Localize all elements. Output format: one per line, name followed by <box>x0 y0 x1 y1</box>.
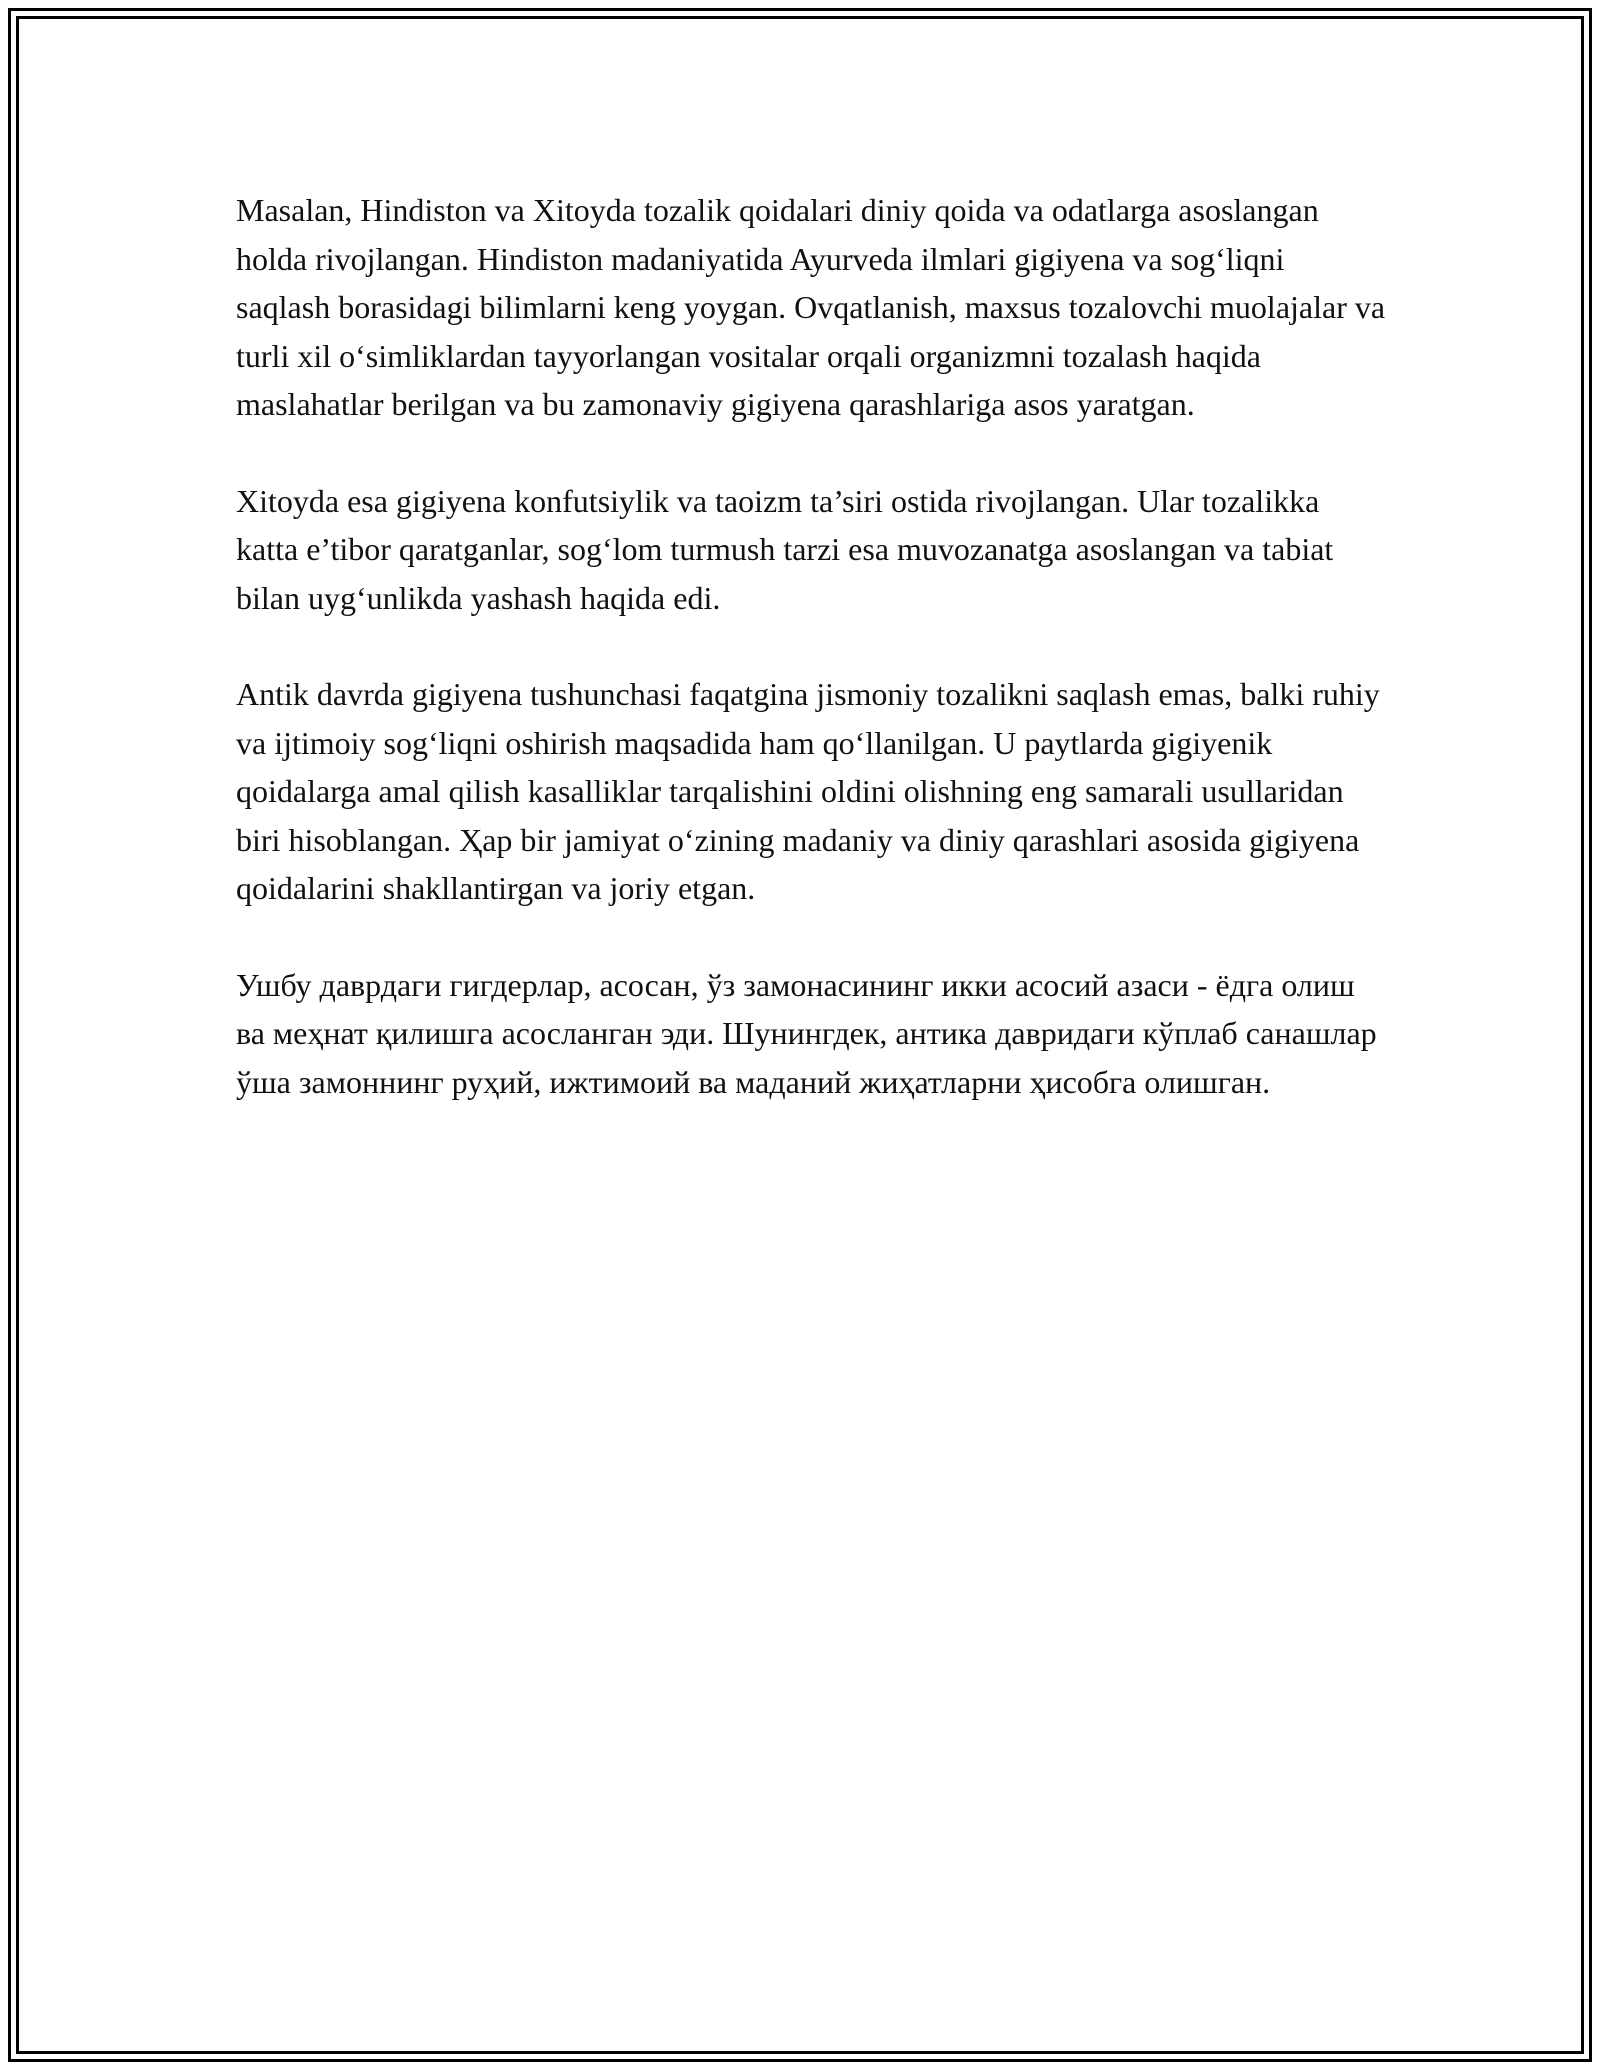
paragraph-3: Antik davrda gigiyena tushunchasi faqatgina jismoniy tozalikni saqlash emas, balki ruhiy va ijtimoiy sog‘liqni oshirish maqsadida ham qo‘llanilgan. U paytlarda gigiyenik qoidalarga amal qilish kasalliklar tarqalishini oldini olishning eng samarali usullaridan biri hisoblangan. Ҳap bir jamiyat o‘zining madaniy va diniy qarashlari asosida gigiyena qoidalarini shakllantirgan va joriy etgan. <box>236 676 1380 906</box>
document-body <box>236 186 1386 1154</box>
paragraph-4: Ушбу даврдаги гигдерлар, асосан, ўз замонасининг икки асосий азаси - ёдга олиш ва меҳнат қилишга асосланган эди. Шунингдек, антика давридаги кўплаб санашлар ўша замоннинг руҳий, ижтимоий ва маданий жиҳатларни ҳисобга олишган. <box>236 966 1377 1100</box>
paragraph-2: Xitoyda esa gigiyena konfutsiylik va taoizm ta’siri ostida rivojlangan. Ular tozalikka katta e’tibor qaratganlar, sog‘lom turmush tarzi esa muvozanatga asoslangan va tabiat bilan uyg‘unlikda yashash haqida edi. <box>236 482 1334 616</box>
paragraph-1: Masalan, Hindiston va Xitoyda tozalik qoidalari diniy qoida va odatlarga asoslangan holda rivojlangan. Hindiston madaniyatida Ayurveda ilmlari gigiyena va sog‘liqni saqlash borasidagi bilimlarni keng yoygan. Ovqatlanish, maxsus tozalovchi muolajalar va turli xil o‘simliklardan tayyorlangan vositalar orqali organizmni tozalash haqida maslahatlar berilgan va bu zamonaviy gigiyena qarashlariga asos yaratgan. <box>236 192 1386 422</box>
